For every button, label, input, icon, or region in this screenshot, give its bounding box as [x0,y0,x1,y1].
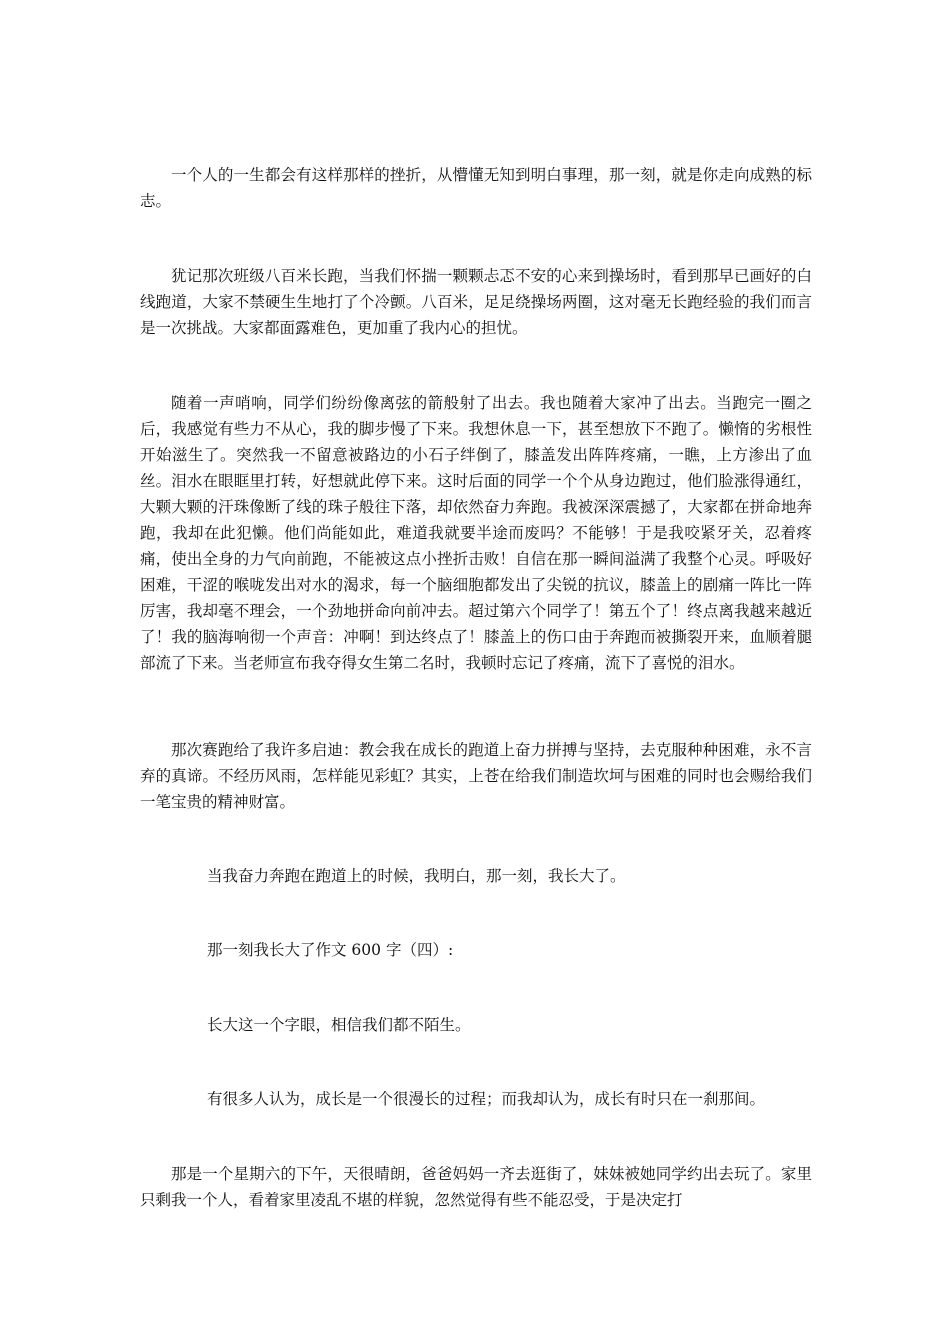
paragraph-intro: 一个人的一生都会有这样那样的挫折，从懵懂无知到明白事理，那一刻，就是你走向成熟的标志。 [140,166,812,210]
essay-heading: 那一刻我长大了作文 600 字（四）: [207,941,454,959]
paragraph-grow-up-word: 长大这一个字眼，相信我们都不陌生。 [207,1016,471,1034]
paragraph-race-start: 犹记那次班级八百米长跑，当我们怀揣一颗颗忐忑不安的心来到操场时，看到那早已画好的白线跑道，大家不禁硬生生地打了个冷颤。八百米，足足绕操场两圈，这对毫无长跑经验的我们而言是一次挑战。大家都面露难色，更加重了我内心的担忧。 [140,267,812,337]
paragraph-saturday: 那是一个星期六的下午，天很晴朗，爸爸妈妈一齐去逛街了，妹妹被她同学约出去玩了。家里只剩我一个人，看着家里凌乱不堪的样貌，忽然觉得有些不能忍受，于是决定打 [140,1165,812,1209]
paragraph-conclusion: 当我奋力奔跑在跑道上的时候，我明白，那一刻，我长大了。 [207,867,626,885]
paragraph-growth-opinion: 有很多人认为，成长是一个很漫长的过程；而我却认为，成长有时只在一刹那间。 [207,1090,766,1108]
paragraph-reflection: 那次赛跑给了我许多启迪：教会我在成长的跑道上奋力拼搏与坚持，去克服种种困难，永不言弃的真谛。不经历风雨，怎样能见彩虹？其实，上苍在给我们制造坎坷与困难的同时也会赐给我们一笔宝贵的精神财富。 [140,741,812,811]
paragraph-race-story: 随着一声哨响，同学们纷纷像离弦的箭般射了出去。我也随着大家冲了出去。当跑完一圈之后，我感觉有些力不从心，我的脚步慢了下来。我想休息一下，甚至想放下不跑了。懒惰的劣根性开始滋生了。突然我一不留意被路边的小石子绊倒了，膝盖发出阵阵疼痛，一瞧，上方渗出了血丝。泪水在眼眶里打转，好想就此停下来。这时后面的同学一个个从身边跑过，他们脸涨得通红，大颗大颗的汗珠像断了线的珠子般往下落，却依然奋力奔跑。我被深深震撼了，大家都在拼命地奔跑，我却在此犯懒。他们尚能如此，难道我就要半途而废吗？不能够！于是我咬紧牙关，忍着疼痛，使出全身的力气向前跑，不能被这点小挫折击败！自信在那一瞬间溢满了我整个心灵。呼吸好困难，干涩的喉咙发出对水的渴求，每一个脑细胞都发出了尖锐的抗议，膝盖上的剧痛一阵比一阵厉害，我却毫不理会，一个劲地拼命向前冲去。超过第六个同学了！第五个了！终点离我越来越近了！我的脑海响彻一个声音：冲啊！到达终点了！膝盖上的伤口由于奔跑而被撕裂开来，血顺着腿部流了下来。当老师宣布我夺得女生第二名时，我顿时忘记了疼痛，流下了喜悦的泪水。 [140,394,812,672]
